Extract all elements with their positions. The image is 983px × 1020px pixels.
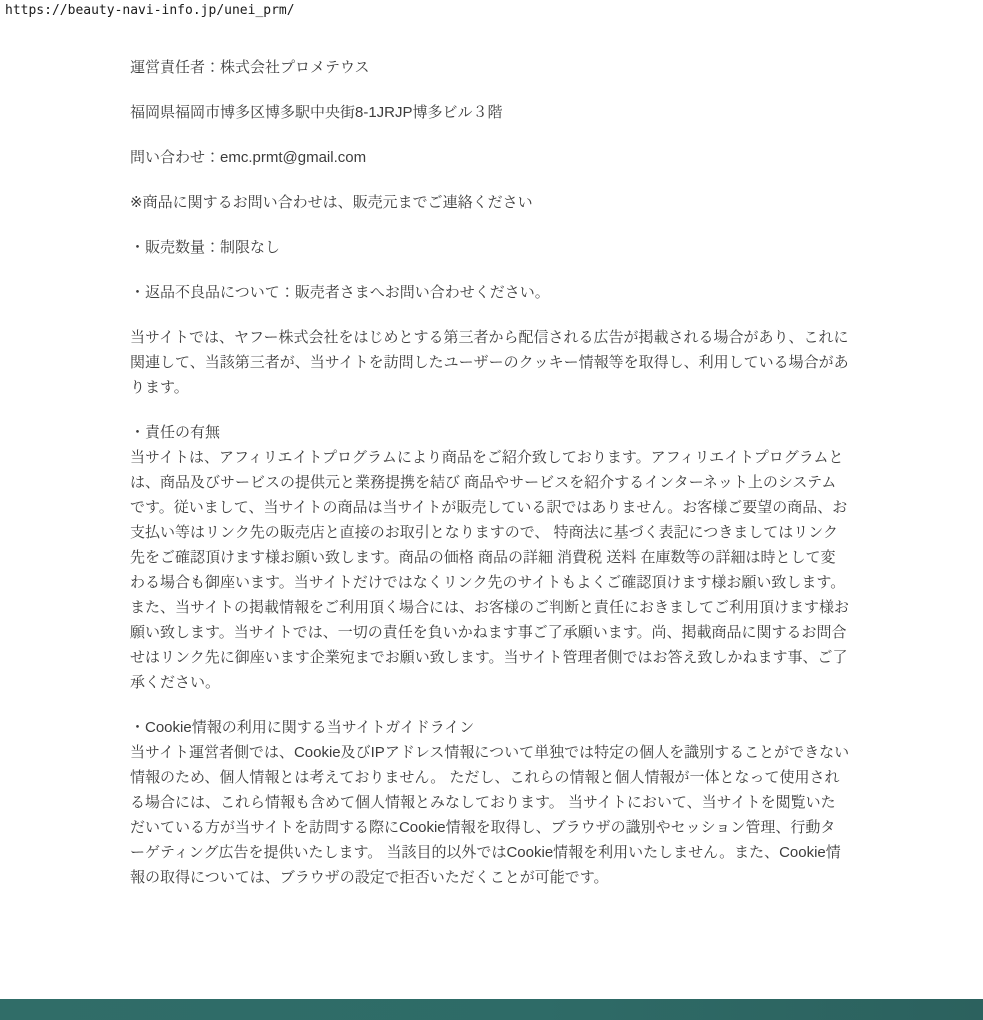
paragraph-contact-email: 問い合わせ：emc.prmt@gmail.com bbox=[130, 149, 367, 166]
paragraph-operator: 運営責任者：株式会社プロメテウス bbox=[130, 59, 370, 76]
section-cookie-body: 当サイト運営者側では、Cookie及びIPアドレス情報について単独では特定の個人を識別することができない情報のため、個人情報とは考えておりません。 ただし、これらの情報と個人情報が一体となって使用される場合には、これら情報も含めて個人情報とみなしております。 当サイトにおいて、当サイトを閲覧いただいている方が当サイトを訪問する際にCookie情報を取得し、ブラウザの識別やセッション管理、行動ターゲティング広告を提供いたします。 当該目的以外ではCookie情報を利用いたしません。また、Cookie情報の取得については、ブラウザの設定で拒否いただくことが可能です。 bbox=[130, 744, 850, 886]
section-cookie-heading: ・Cookie情報の利用に関する当サイトガイドライン bbox=[130, 719, 475, 736]
paragraph-sales-quantity: ・販売数量：制限なし bbox=[130, 239, 281, 256]
section-liability bbox=[130, 420, 850, 695]
paragraph-product-inquiry-note: ※商品に関するお問い合わせは、販売元までご連絡ください bbox=[130, 194, 533, 211]
paragraph-third-party-ads: 当サイトでは、ヤフー株式会社をはじめとする第三者から配信される広告が掲載される場合があり、これに関連して、当該第三者が、当サイトを訪問したユーザーのクッキー情報等を取得し、利用している場合があります。 bbox=[130, 329, 849, 396]
section-cookie-guideline bbox=[130, 715, 850, 890]
footer-bar bbox=[0, 999, 983, 1020]
section-liability-heading: ・責任の有無 bbox=[130, 424, 221, 441]
paragraph-address: 福岡県福岡市博多区博多駅中央街8-1JRJP博多ビル３階 bbox=[130, 104, 503, 121]
section-liability-body: 当サイトは、アフィリエイトプログラムにより商品をご紹介致しております。アフィリエイトプログラムとは、商品及びサービスの提供元と業務提携を結び 商品やサービスを紹介するインターネット上のシステムです。従いまして、当サイトの商品は当サイトが販売している訳ではありません。お客様ご要望の商品、お支払い等はリンク先の販売店と直接のお取引となりますので、 特商法に基づく表記につきましてはリンク先をご確認頂けます様お願い致します。商品の価格 商品の詳細 消費税 送料 在庫数等の詳細は時として変わる場合も御座います。当サイトだけではなくリンク先のサイトもよくご確認頂けます様お願い致します。また、当サイトの掲載情報をご利用頂く場合には、お客様のご判断と責任におきましてご利用頂けます様お願い致します。当サイトでは、一切の責任を負いかねます事ご了承願います。尚、掲載商品に関するお問合せはリンク先に御座います企業宛までお願い致します。当サイト管理者側ではお答え致しかねます事、ご了承ください。 bbox=[130, 449, 849, 691]
paragraph-returns-policy: ・返品不良品について：販売者さまへお問い合わせください。 bbox=[130, 284, 550, 301]
page-url-text: https://beauty-navi-info.jp/unei_prm/ bbox=[5, 3, 295, 18]
main-content bbox=[130, 55, 850, 910]
